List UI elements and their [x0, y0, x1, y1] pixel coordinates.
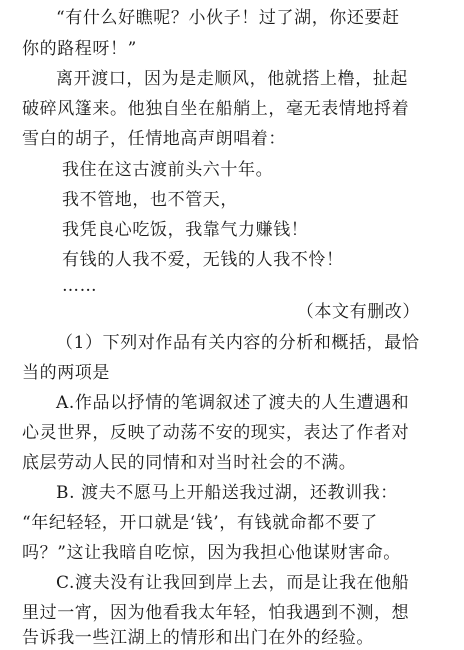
option-a-line-1: A.作品以抒情的笔调叙述了渡夫的人生遭遇和 — [56, 393, 410, 413]
passage-line-3: 离开渡口，因为是走顺风，他就搭上橹，扯起 — [56, 69, 408, 89]
source-note: （本文有删改） — [296, 302, 420, 322]
option-b-line-1: B. 渡夫不愿马上开船送我过湖，还教训我： — [56, 483, 398, 503]
option-c-line-1: C.渡夫没有让我回到岸上去，而是让我在他船 — [56, 573, 410, 593]
song-line-4: 有钱的人我不爱，无钱的人我不怜！ — [62, 250, 344, 270]
passage-line-2: 你的路程呀！” — [22, 39, 137, 59]
option-c-line-3: 告诉我一些江湖上的情形和出门在外的经验。 — [22, 628, 374, 648]
passage-line-5: 雪白的胡子，任情地高声朗唱着： — [22, 129, 286, 149]
passage-line-4: 破碎风篷来。他独自坐在船艄上，毫无表情地捋着 — [22, 99, 410, 119]
song-line-1: 我住在这古渡前头六十年。 — [62, 160, 274, 180]
option-a-line-3: 底层劳动人民的同情和对当时社会的不满。 — [22, 453, 357, 473]
option-a-line-2: 心灵世界，反映了动荡不安的现实，表达了作者对 — [22, 423, 410, 443]
song-line-3: 我凭良心吃饭，我靠气力赚钱！ — [62, 220, 309, 240]
song-line-2: 我不管地，也不管天， — [62, 190, 238, 210]
passage-line-1: “有什么好瞧呢？小伙子！过了湖，你还要赶 — [56, 8, 400, 28]
option-b-line-2: “年纪轻轻，开口就是‘钱’，有钱就命都不要了 — [22, 513, 378, 533]
song-ellipsis: …… — [62, 276, 98, 296]
option-b-line-3: 吗？”这让我暗自吃惊，因为我担心他谋财害命。 — [22, 543, 401, 563]
question-line-1: （1）下列对作品有关内容的分析和概括，最恰 — [56, 333, 420, 353]
option-c-line-2: 里过一宵，因为他看我太年轻，怕我遇到不测，想 — [22, 603, 410, 623]
question-line-2: 当的两项是 — [22, 363, 110, 383]
